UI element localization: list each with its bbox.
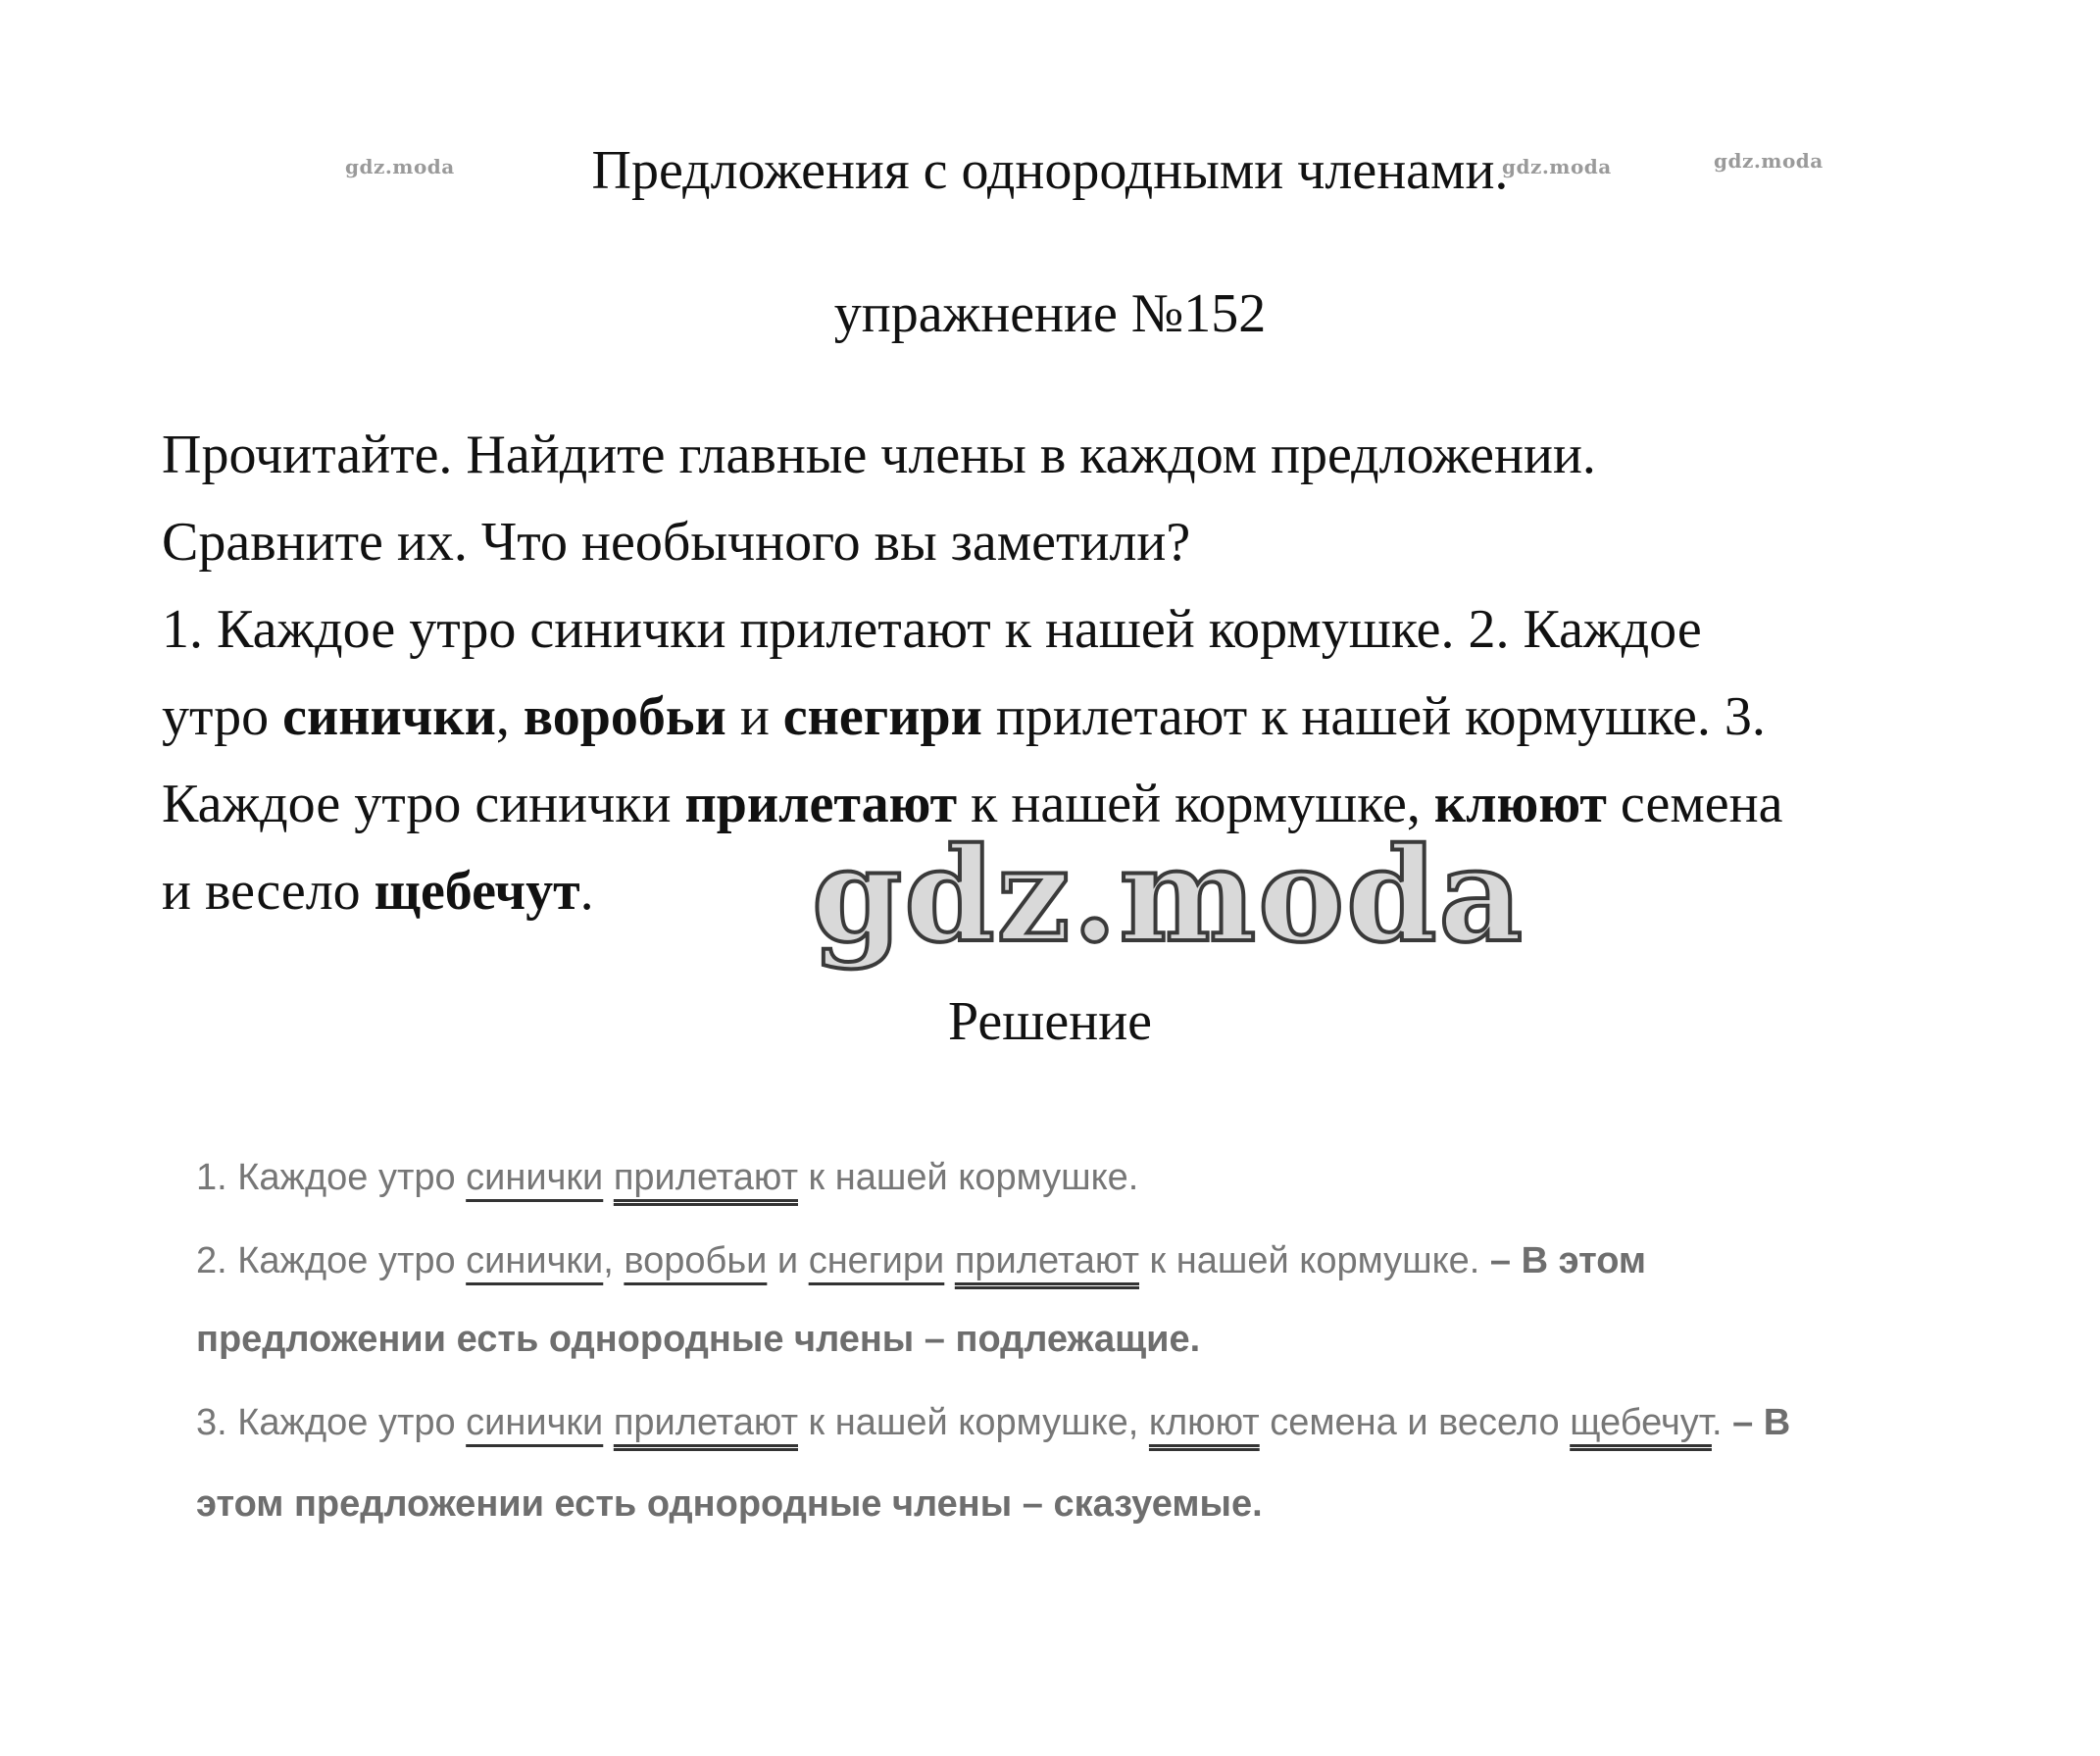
bold-word: щебечут <box>374 861 580 922</box>
subject-underline: синички <box>466 1402 604 1443</box>
solution-note-3: этом предложении есть однородные члены – сказуемые. <box>196 1483 1263 1525</box>
predicate-underline: клюют <box>1148 1402 1260 1443</box>
watermark-left: gdz.moda <box>345 155 455 178</box>
instruction-line-2: Сравните их. Что необычного вы заметили? <box>162 512 1191 573</box>
watermark-right: gdz.moda <box>1714 149 1824 173</box>
bold-word: клюют <box>1433 774 1607 834</box>
bold-word: снегири <box>782 686 982 747</box>
solution-sentence-1: 1. Каждое утро синички прилетают к нашей кормушке. <box>196 1157 1139 1198</box>
solution-sentence-3: 3. Каждое утро синички прилетают к нашей кормушке, клюют семена и весело щебечут. – В <box>196 1402 1791 1443</box>
predicate-underline: щебечут <box>1570 1402 1712 1443</box>
solution-note: – В <box>1732 1402 1791 1443</box>
sentences-line-2: утро синички, воробьи и снегири прилетают к нашей кормушке. 3. <box>162 686 1766 747</box>
predicate-underline: прилетают <box>613 1402 798 1443</box>
subject-underline: воробьи <box>624 1240 768 1281</box>
watermark-center: gdz.moda <box>1502 155 1612 178</box>
solution-note: – В этом <box>1489 1240 1647 1281</box>
subject-underline: синички <box>466 1240 604 1281</box>
sentences-line-3: Каждое утро синички прилетают к нашей кормушке, клюют семена <box>162 774 1783 834</box>
predicate-underline: прилетают <box>613 1157 798 1198</box>
solution-sentence-2: 2. Каждое утро синички, воробьи и снегири прилетают к нашей кормушке. – В этом <box>196 1240 1647 1281</box>
instruction-line-1: Прочитайте. Найдите главные члены в каждом предложении. <box>162 425 1596 485</box>
bold-word: синички <box>282 686 496 747</box>
watermark-large: gdz.moda <box>812 820 1525 972</box>
solution-heading: Решение <box>947 991 1153 1052</box>
sentences-line-4: и весело щебечут. <box>162 861 594 922</box>
solution-note-2: предложении есть однородные члены – подлежащие. <box>196 1319 1201 1360</box>
sentences-line-1: 1. Каждое утро синички прилетают к нашей кормушке. 2. Каждое <box>162 599 1702 660</box>
subject-underline: синички <box>466 1157 604 1198</box>
exercise-number: упражнение №152 <box>833 283 1267 344</box>
bold-word: воробьи <box>523 686 726 747</box>
page-title: Предложения с однородными членами. <box>591 140 1509 201</box>
bold-word: прилетают <box>684 774 958 834</box>
subject-underline: снегири <box>808 1240 945 1281</box>
predicate-underline: прилетают <box>954 1240 1139 1281</box>
